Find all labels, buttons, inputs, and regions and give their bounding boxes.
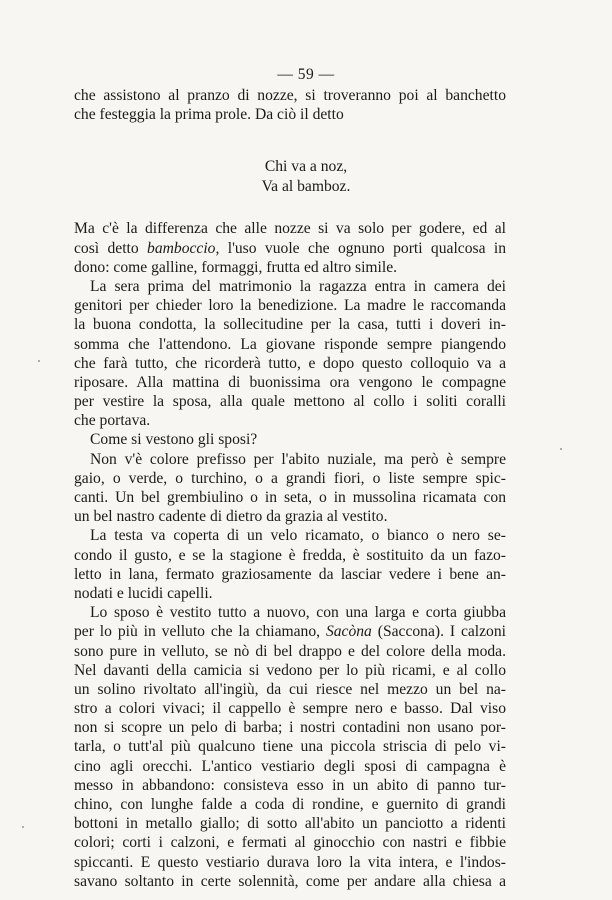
text-line: canti. Un bel grembiulino o in seta, o in mussolina ricamata con: [74, 489, 506, 506]
text-line: spiccanti. E questo vestiario durava loro la vita intera, e l'indos-: [74, 853, 506, 871]
text-line: un bel nastro cadente di dietro da grazia al vestito.: [74, 508, 388, 526]
text-line: riposare. Alla mattina di buonissima ora vengono le compagne: [74, 373, 506, 391]
verse-line: Va al bamboz.: [261, 177, 351, 195]
text-line: colori; corti i calzoni, e fermati al ginocchio con nastri e fibbie: [74, 834, 506, 852]
verse-spacer: [74, 196, 506, 219]
text-line: bottoni in metallo giallo; di sotto all'abito un panciotto a ridenti: [74, 815, 506, 833]
text-line: La sera prima del matrimonio la ragazza entra in camera dei: [90, 277, 506, 295]
text-line: La testa va coperta di un velo ricamato, o bianco o nero se-: [90, 527, 506, 545]
text-line: gaio, o verde, o turchino, o a grandi fiori, o liste sempre spic-: [74, 469, 506, 487]
text-line: così detto bamboccio, l'uso vuole che ognuno porti qualcosa in: [74, 239, 506, 257]
text-line: un solino rivoltato all'ingiù, da cui riesce nel mezzo un bel na-: [74, 680, 506, 698]
italic-term: bamboccio,: [147, 239, 220, 257]
text-line: somma che l'attendono. La giovane risponde sempre piangendo: [74, 335, 506, 353]
text-line: savano soltanto in certe solennità, come per andare alla chiesa a: [74, 872, 506, 890]
paper-speck: [38, 360, 40, 362]
body-text: [74, 86, 506, 891]
text-line: chino, con lunghe falde a coda di rondine, e guernito di grandi: [74, 796, 506, 813]
text-line: Lo sposo è vestito tutto a nuovo, con una larga e corta giubba: [90, 604, 506, 622]
text-line: sono pure in velluto, se nò di bel drappo e del colore della moda.: [74, 642, 506, 660]
verse: [74, 157, 506, 196]
text-line: genitori per chieder loro la benedizione. La madre le raccomanda: [74, 297, 506, 315]
text-line: che festeggia la prima prole. Da ciò il detto: [74, 106, 344, 124]
text-line: dono: come galline, formaggi, frutta ed altro simile.: [74, 258, 398, 276]
italic-term: Sacòna: [325, 623, 372, 641]
text-line: nodati e lucidi capelli.: [74, 584, 213, 602]
text-line: Ma c'è la differenza che alle nozze si va solo per godere, ed al: [74, 220, 506, 238]
text-line: tarla, o tutt'al più qualcuno tiene una piccola striscia di pelo vi-: [74, 738, 506, 756]
page-number: — 59 —: [277, 66, 335, 83]
text-line: condo il gusto, e se la stagione è fredda, è sostituito da un fazo-: [74, 546, 506, 564]
text-line: che assistono al pranzo di nozze, si troveranno poi al banchetto: [74, 87, 506, 104]
verse-spacer: [74, 124, 506, 157]
text-line: messo in abbandono: consisteva esso in un abito di panno tur-: [74, 776, 506, 794]
text-line: Come si vestono gli sposi?: [90, 431, 258, 449]
paper-speck: [22, 826, 24, 828]
text-line: che farà tutto, che ricorderà tutto, e dopo questo colloquio va a: [74, 354, 506, 372]
text-line: che portava.: [74, 412, 151, 430]
text-line: cino agli orecchi. L'antico vestiario degli sposi di campagna è: [74, 757, 506, 775]
text-line: Nel davanti della camicia si vedono per lo più ricami, e al collo: [74, 661, 506, 679]
text-line: non si scopre un pelo di barba; i nostri contadini non usano por-: [74, 719, 506, 737]
text-line: la buona condotta, la sollecitudine per la casa, tutti i doveri in-: [74, 316, 506, 334]
text-line: per lo più in velluto che la chiamano, Sacòna (Saccona). I calzoni: [74, 623, 506, 641]
text-line: Non v'è colore prefisso per l'abito nuziale, ma però è sempre: [90, 450, 506, 468]
text-line: stro a colori vivaci; il cappello è sempre nero e basso. Dal viso: [74, 700, 506, 718]
text-line: letto in lana, fermato graziosamente da lasciar vedere i bene an-: [74, 565, 506, 583]
text-line: per vestire la sposa, alla quale mettono al collo i soliti coralli: [74, 393, 506, 411]
paper-speck: [560, 448, 562, 450]
verse-line: Chi va a noz,: [264, 158, 348, 176]
